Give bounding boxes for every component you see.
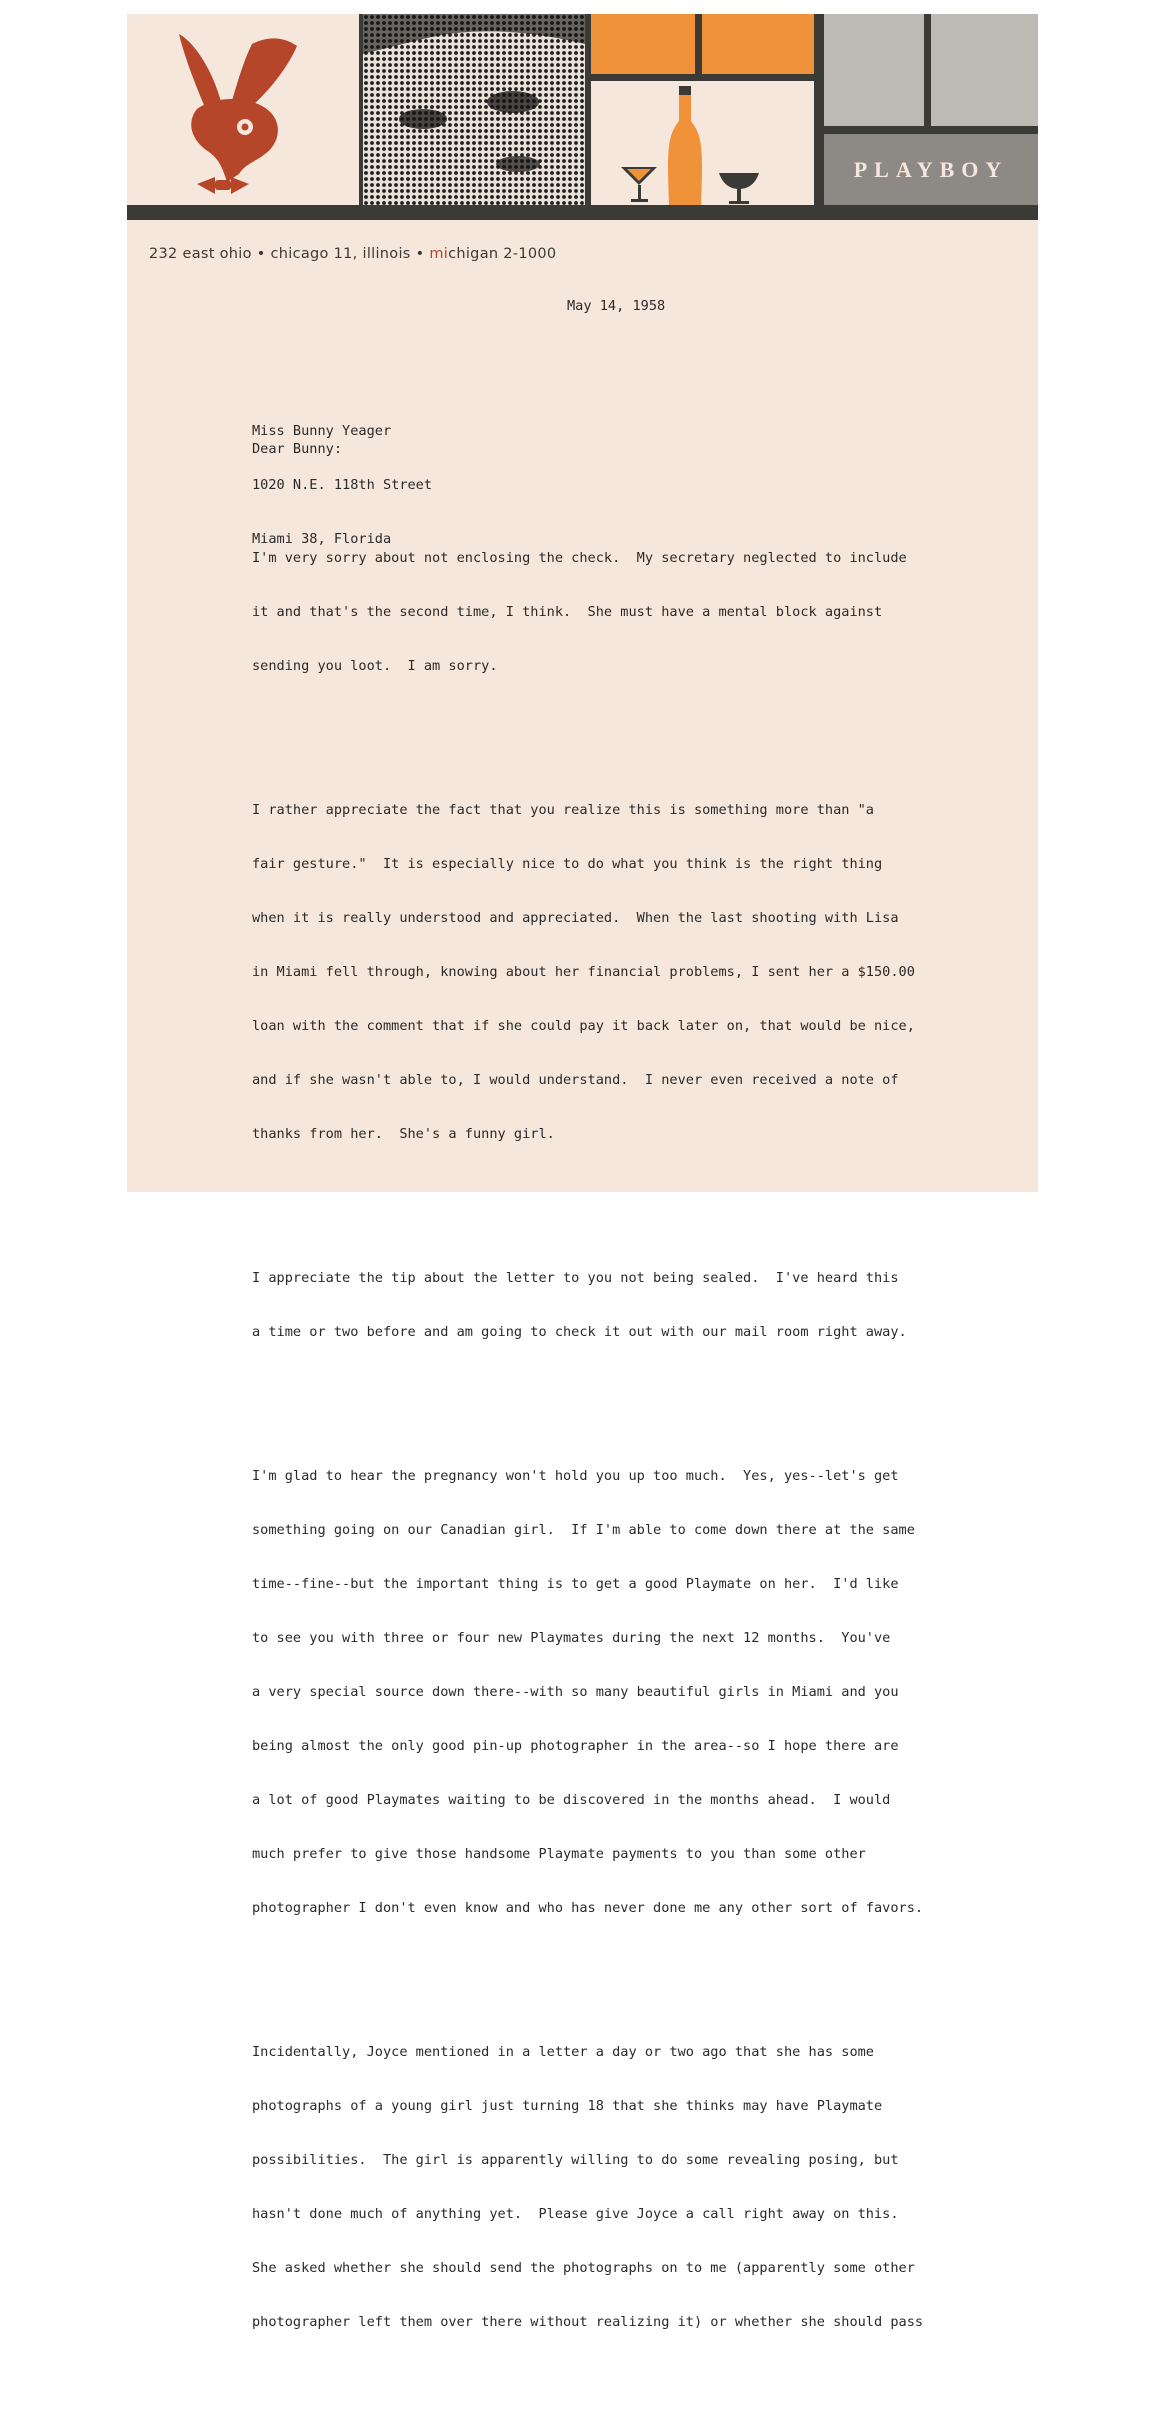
paragraph: [252, 1431, 923, 1953]
letterhead-rule: [127, 205, 1038, 220]
address-city: chicago 11, illinois: [270, 246, 411, 262]
text-line: to see you with three or four new Playmates during the next 12 months. You've: [252, 1630, 891, 1646]
address-phone-prefix: mi: [429, 246, 449, 262]
grey-block: [931, 14, 1038, 126]
halftone-face-image: [359, 14, 585, 205]
orange-block: [702, 14, 814, 74]
text-line: a very special source down there--with so many beautiful girls in Miami and you: [252, 1684, 899, 1700]
salutation: Dear Bunny:: [252, 441, 343, 457]
recipient-city: Miami 38, Florida: [252, 531, 392, 547]
orange-block: [591, 14, 695, 74]
letterhead-address: 232 east ohio • chicago 11, illinois • michigan 2-1000: [149, 246, 557, 262]
grey-block: [824, 14, 924, 126]
text-line: I'm glad to hear the pregnancy won't hold you up too much. Yes, yes--let's get: [252, 1468, 899, 1484]
text-line: and if she wasn't able to, I would understand. I never even received a note of: [252, 1072, 899, 1088]
text-line: sending you loot. I am sorry.: [252, 658, 498, 674]
text-line: much prefer to give those handsome Playmate payments to you than some other: [252, 1846, 866, 1862]
paragraph: [252, 765, 923, 1179]
letter-body: [252, 477, 923, 2421]
text-line: photographs of a young girl just turning 18 that she thinks may have Playmate: [252, 2098, 883, 2114]
text-line: loan with the comment that if she could pay it back later on, that would be nice,: [252, 1018, 915, 1034]
bottle-and-glasses-icon: [591, 81, 814, 205]
letterhead: [127, 14, 1038, 222]
text-line: She asked whether she should send the photographs on to me (apparently some other: [252, 2260, 915, 2276]
text-line: I rather appreciate the fact that you realize this is something more than "a: [252, 802, 874, 818]
text-line: in Miami fell through, knowing about her financial problems, I sent her a $150.00: [252, 964, 915, 980]
barware-panel: [585, 14, 820, 205]
barware-illustration: [591, 81, 814, 205]
paragraph: [252, 1233, 923, 1377]
text-line: I appreciate the tip about the letter to you not being sealed. I've heard this: [252, 1270, 899, 1286]
text-line: photographer left them over there without realizing it) or whether she should pass: [252, 2314, 924, 2330]
text-line: it and that's the second time, I think. She must have a mental block against: [252, 604, 883, 620]
text-line: thanks from her. She's a funny girl.: [252, 1126, 555, 1142]
recipient-name: Miss Bunny Yeager: [252, 423, 392, 439]
text-line: hasn't done much of anything yet. Please give Joyce a call right away on this.: [252, 2206, 899, 2222]
text-line: photographer I don't even know and who has never done me any other sort of favors.: [252, 1900, 924, 1916]
text-line: a lot of good Playmates waiting to be discovered in the months ahead. I would: [252, 1792, 891, 1808]
text-line: I'm very sorry about not enclosing the check. My secretary neglected to include: [252, 550, 907, 566]
text-line: a time or two before and am going to check it out with our mail room right away.: [252, 1324, 907, 1340]
text-line: when it is really understood and appreciated. When the last shooting with Lisa: [252, 910, 899, 926]
text-line: possibilities. The girl is apparently willing to do some revealing posing, but: [252, 2152, 899, 2168]
paragraph: [252, 2007, 923, 2367]
text-line: something going on our Canadian girl. If I'm able to come down there at the same: [252, 1522, 915, 1538]
text-line: time--fine--but the important thing is to get a good Playmate on her. I'd like: [252, 1576, 899, 1592]
text-line: being almost the only good pin-up photographer in the area--so I hope there are: [252, 1738, 899, 1754]
text-line: fair gesture." It is especially nice to do what you think is the right thing: [252, 856, 883, 872]
face-features: [363, 14, 585, 205]
paragraph: [252, 513, 923, 711]
letter-sheet: [127, 14, 1038, 2330]
logo-panel: [127, 14, 359, 205]
rabbit-head-logo-icon: [127, 14, 359, 205]
address-phone: chigan 2-1000: [448, 246, 557, 262]
letter-date: May 14, 1958: [567, 298, 666, 314]
brand-wordmark: PLAYBOY: [824, 134, 1038, 205]
text-line: Incidentally, Joyce mentioned in a letter a day or two ago that she has some: [252, 2044, 874, 2060]
brand-panel: [820, 14, 1038, 205]
recipient-street: 1020 N.E. 118th Street: [252, 477, 433, 493]
address-street: 232 east ohio: [149, 246, 252, 262]
